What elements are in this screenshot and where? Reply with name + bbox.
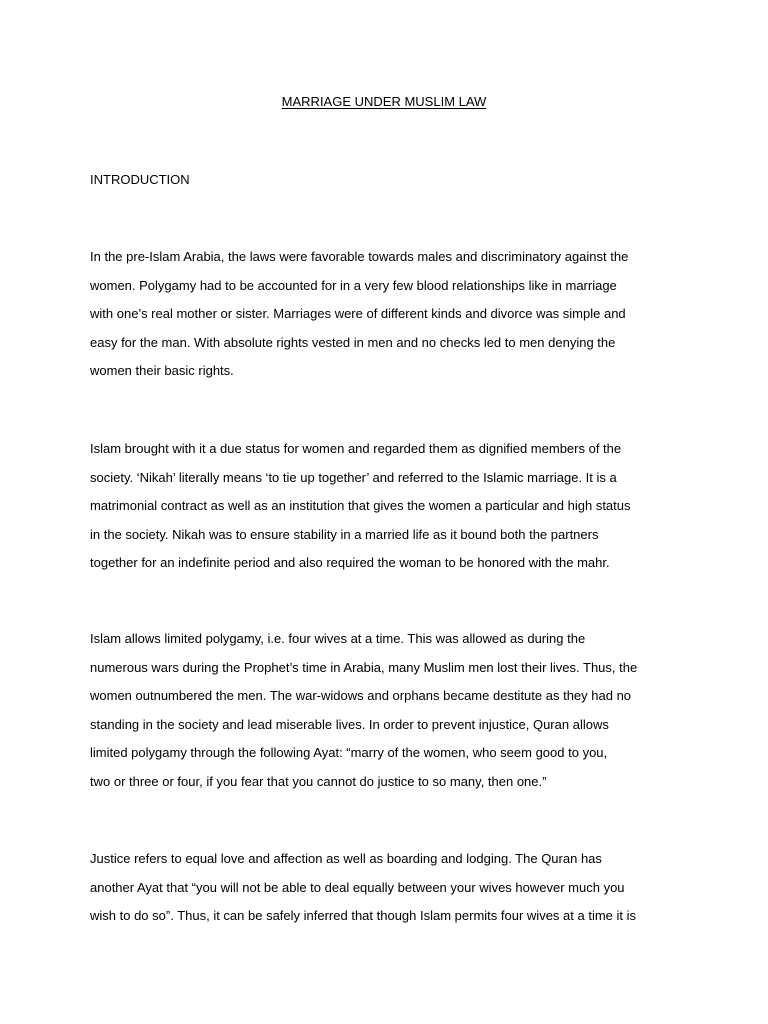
paragraph-nikah (90, 435, 690, 578)
paragraph-line: numerous wars during the Prophet’s time in Arabia, many Muslim men lost their lives. Thus, the (90, 659, 638, 675)
paragraph-line: society. ‘Nikah’ literally means ‘to tie up together’ and referred to the Islamic marriage. It is a (90, 469, 617, 485)
paragraph-line: another Ayat that “you will not be able to deal equally between your wives however much you (90, 879, 625, 895)
section-heading: INTRODUCTION (90, 172, 190, 187)
paragraph-line: Islam allows limited polygamy, i.e. four wives at a time. This was allowed as during the (90, 631, 586, 646)
paragraph-line: Islam brought with it a due status for women and regarded them as dignified members of the (90, 441, 622, 456)
paragraph-line: women. Polygamy had to be accounted for in a very few blood relationships like in marriage (90, 277, 617, 293)
paragraph-pre-islam (90, 243, 690, 386)
document-title-text: MARRIAGE UNDER MUSLIM LAW (281, 94, 487, 109)
document-title (0, 94, 768, 110)
paragraph-line: with one’s real mother or sister. Marriages were of different kinds and divorce was simple and (90, 306, 626, 321)
paragraph-line: women their basic rights. (90, 363, 234, 378)
paragraph-line: two or three or four, if you fear that you cannot do justice to so many, then one.” (90, 773, 547, 789)
paragraph-line: In the pre-Islam Arabia, the laws were favorable towards males and discriminatory against the (90, 249, 629, 264)
paragraph-line: Justice refers to equal love and affection as well as boarding and lodging. The Quran has (90, 851, 602, 866)
paragraph-justice (90, 845, 690, 931)
paragraph-line: matrimonial contract as well as an institution that gives the women a particular and high status (90, 498, 631, 513)
paragraph-line: in the society. Nikah was to ensure stability in a married life as it bound both the partners (90, 526, 599, 542)
paragraph-line: women outnumbered the men. The war-widows and orphans became destitute as they had no (90, 688, 632, 703)
paragraph-polygamy (90, 625, 690, 796)
paragraph-line: together for an indefinite period and also required the woman to be honored with the mahr. (90, 555, 610, 570)
paragraph-line: wish to do so”. Thus, it can be safely inferred that though Islam permits four wives at a time it is (90, 908, 636, 923)
paragraph-line: standing in the society and lead miserable lives. In order to prevent injustice, Quran allows (90, 716, 609, 732)
paragraph-line: limited polygamy through the following Ayat: “marry of the women, who seem good to you, (90, 745, 608, 760)
paragraph-line: easy for the man. With absolute rights vested in men and no checks led to men denying the (90, 334, 616, 350)
